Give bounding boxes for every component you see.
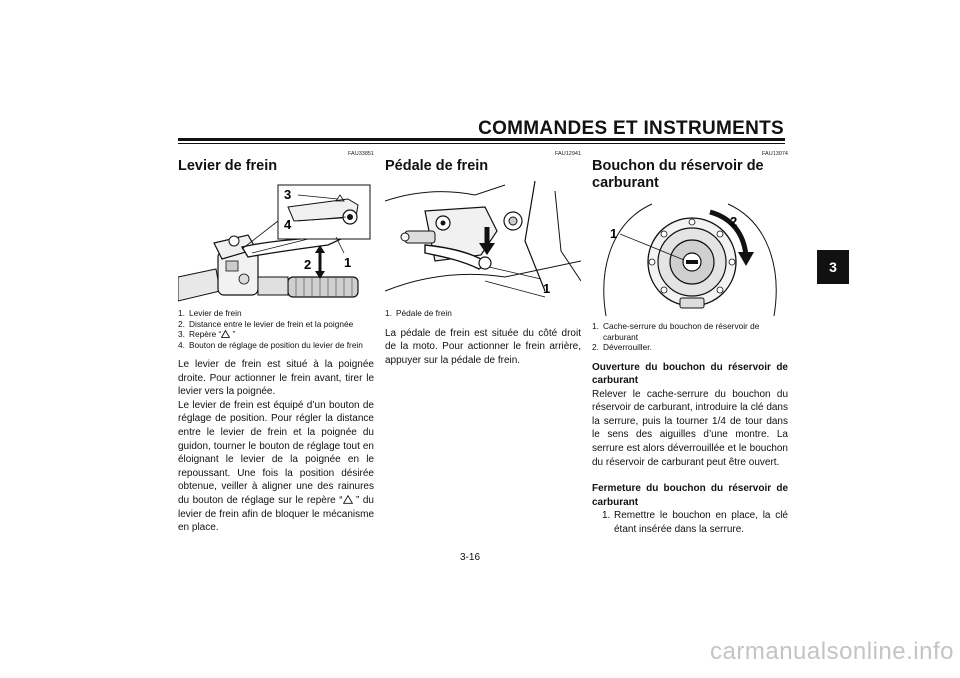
caption-text: Pédale de frein	[396, 308, 452, 318]
header-rule-thin	[178, 143, 785, 144]
caption-number: 3.	[178, 329, 185, 339]
chapter-tab-number: 3	[829, 259, 837, 275]
section-code: FAU12941	[555, 151, 581, 157]
caption-text: Repère “	[189, 329, 222, 339]
caption-item	[592, 342, 788, 353]
caption-number: 1.	[385, 308, 392, 318]
subsection-title: Ouverture du bouchon du réservoir de carburant	[592, 361, 788, 387]
header-rule-thick	[178, 138, 785, 141]
figure-label-1: 1	[543, 281, 551, 296]
caption-number: 2.	[178, 318, 185, 329]
fuel-cap-illustration	[592, 198, 788, 316]
caption-item	[178, 329, 374, 340]
caption-number: 2.	[592, 342, 599, 352]
figure-label-2: 2	[730, 214, 738, 229]
section-brake-lever	[178, 150, 374, 535]
chapter-tab	[817, 250, 849, 284]
caption-text: Bouton de réglage de position du levier de frein	[189, 339, 363, 350]
section-title: Levier de frein	[178, 158, 278, 174]
figure-label-1: 1	[610, 226, 618, 241]
caption-number: 1.	[178, 308, 185, 318]
brake-lever-illustration	[178, 181, 374, 303]
figure-label-3: 3	[284, 187, 292, 202]
section-code: FAU33851	[348, 151, 374, 157]
caption-text: Déverrouiller.	[603, 342, 652, 352]
caption-item	[385, 308, 581, 319]
caption-item	[178, 308, 374, 319]
page-header-title: COMMANDES ET INSTRUMENTS	[478, 118, 784, 139]
section-title: Pédale de frein	[385, 158, 489, 174]
body-paragraph: La pédale de frein est située du côté droit de la moto. Pour actionner le frein arrière, appuyer sur la pédale de frein.	[385, 327, 581, 366]
body-paragraph: Relever le cache-serrure du bouchon du réservoir de carburant, introduire la clé dans la serrure, puis la tourner 1/4 de tour dans le sens des aiguilles d’une montre. La serrure est alors déverrouillée et le bouchon du réservoir de carburant peut être ouvert.	[592, 388, 788, 468]
caption-number: 1.	[592, 321, 599, 331]
triangle-mark-icon	[221, 330, 230, 338]
figure-captions	[592, 321, 788, 353]
figure-label-2: 2	[304, 257, 312, 272]
figure-label-1: 1	[344, 255, 352, 270]
procedure-step	[592, 509, 788, 536]
step-number: 1.	[602, 510, 611, 522]
section-code: FAU13074	[762, 151, 788, 157]
step-text: Remettre le bouchon en place, la clé étant insérée dans la serrure.	[614, 510, 788, 536]
body-paragraph	[178, 399, 374, 535]
watermark: carmanualsonline.info	[710, 638, 954, 665]
spacer	[592, 469, 788, 482]
caption-item	[178, 340, 374, 351]
triangle-mark-icon	[343, 495, 353, 504]
figure-captions	[385, 308, 581, 319]
body-text-end: ” du levier de frein afin de bloquer le mécanisme en place.	[178, 494, 374, 534]
figure-label-4: 4	[284, 217, 292, 232]
body-paragraph: Le levier de frein est situé à la poignée droite. Pour actionner le frein avant, tirer le levier vers la poignée.	[178, 359, 374, 398]
caption-item	[592, 321, 788, 342]
figure-captions	[178, 308, 374, 350]
body-text: Le levier de frein est équipé d’un bouton de réglage de position. Pour régler la distance entre le levier de frein et la poignée du guidon, tourner le bouton de réglage tout en éloignant le levier de la poignée en le repoussant. Une fois la position désirée obtenue, veiller à aligner une des rainures du bouton de réglage sur le repère “	[178, 399, 374, 506]
caption-text: Levier de frein	[189, 308, 242, 318]
brake-pedal-illustration	[385, 181, 581, 303]
page-number: 3-16	[460, 552, 481, 563]
section-fuel-cap	[592, 150, 788, 537]
subsection-title: Fermeture du bouchon du réservoir de carburant	[592, 483, 788, 508]
caption-text: Distance entre le levier de frein et la poignée	[189, 318, 354, 329]
caption-text: Cache-serrure du bouchon de réservoir de carburant	[603, 321, 760, 342]
caption-number: 4.	[178, 339, 185, 350]
caption-item	[178, 319, 374, 330]
caption-text-end: ”	[230, 329, 236, 339]
section-brake-pedal	[385, 150, 581, 367]
section-title: Bouchon du réservoir de carburant	[592, 158, 764, 191]
